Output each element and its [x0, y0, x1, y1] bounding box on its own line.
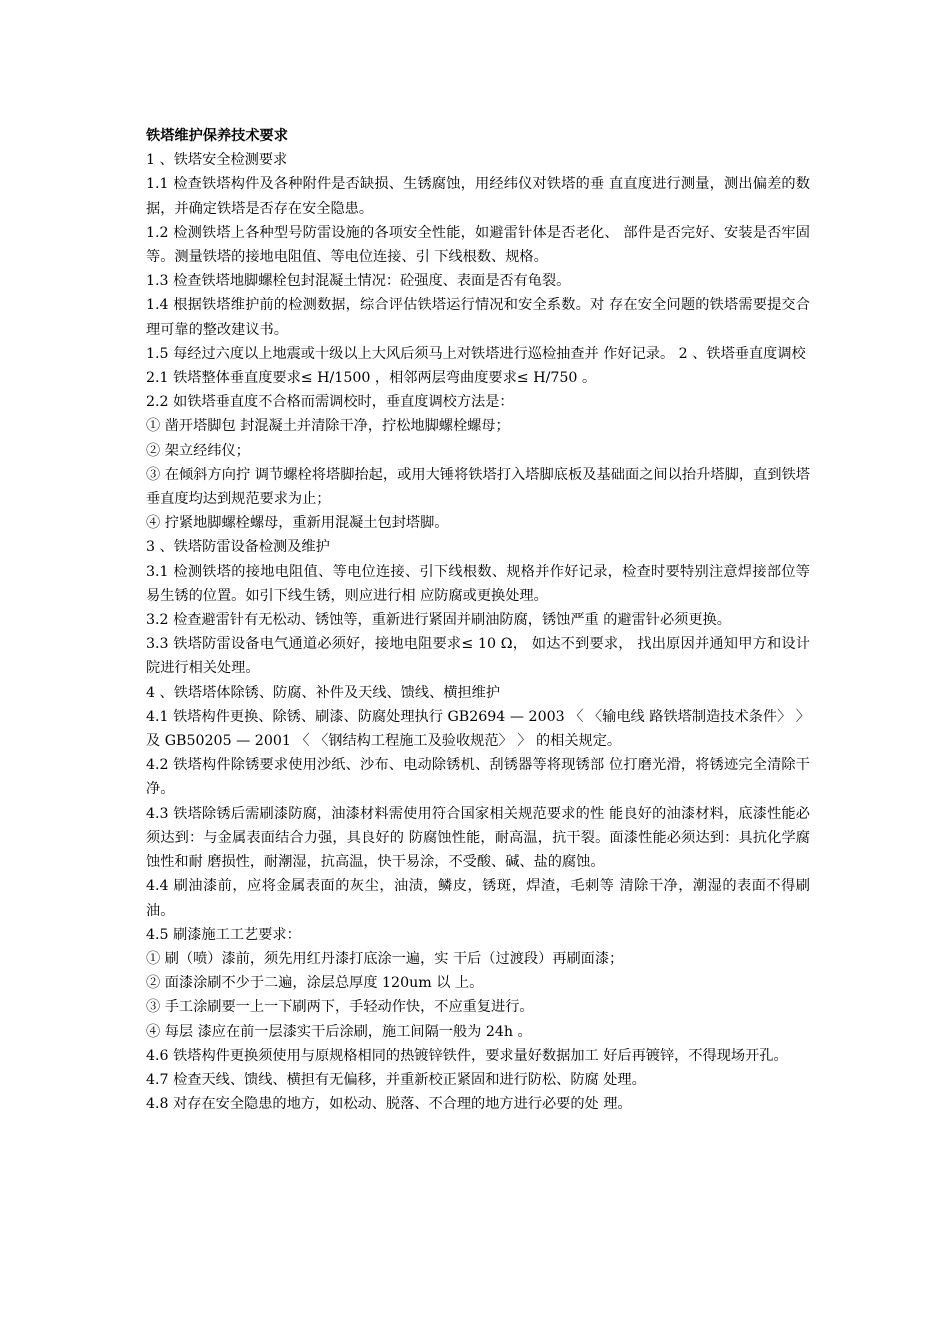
section-heading-1: 1 、铁塔安全检测要求 [146, 152, 288, 169]
section-heading-4: 4 、铁塔塔体除锈、防腐、补件及天线、馈线、横担维护 [146, 684, 501, 701]
paragraph-3-3: 3.3 铁塔防雷设备电气通道必须好，接地电阻要求≤ 10 Ω， 如达不到要求， 找出原因并通知甲方和设计院进行相关处理。 [146, 636, 810, 677]
paragraph-2-1: 2.1 铁塔整体垂直度要求≤ H/1500 ，相邻两层弯曲度要求≤ H/750 。 [146, 370, 597, 387]
paragraph-1-4: 1.4 根据铁塔维护前的检测数据，综合评估铁塔运行情况和安全系数。对 存在安全问题的铁塔需要提交合理可靠的整改建议书。 [146, 297, 810, 338]
list-item-2-2-2: ② 架立经纬仪； [146, 442, 250, 459]
paragraph-4-4: 4.4 刷油漆前，应将金属表面的灰尘，油渍，鳞皮，锈斑，焊渣，毛刺等 清除干净，潮湿的表面不得刷油。 [146, 878, 810, 919]
paragraph-4-8: 4.8 对存在安全隐患的地方，如松动、脱落、不合理的地方进行必要的处 理。 [146, 1096, 632, 1113]
list-item-2-2-3: ③ 在倾斜方向拧 调节螺栓将塔脚抬起，或用大锤将铁塔打入塔脚底板及基础面之间以抬升塔脚，直到铁塔垂直度均达到规范要求为止； [146, 466, 810, 508]
paragraph-4-6: 4.6 铁塔构件更换须使用与原规格相同的热镀锌铁件，要求量好数据加工 好后再镀锌，不得现场开孔。 [146, 1047, 788, 1064]
list-item-4-5-1: ① 刷（喷）漆前，须先用红丹漆打底涂一遍，实 干后（过渡段）再刷面漆； [146, 950, 624, 967]
paragraph-1-1: 1.1 检查铁塔构件及各种附件是否缺损、生锈腐蚀，用经纬仪对铁塔的垂 直直度进行测量，测出偏差的数据，并确定铁塔是否存在安全隐患。 [146, 176, 810, 217]
document-title: 铁塔维护保养技术要求 [146, 128, 288, 144]
paragraph-3-1: 3.1 检测铁塔的接地电阻值、等电位连接、引下线根数、规格并作好记录，检查时要特别注意焊接部位等易生锈的位置。如引下线生锈，则应进行相 应防腐或更换处理。 [146, 563, 810, 604]
paragraph-1-2: 1.2 检测铁塔上各种型号防雷设施的各项安全性能，如避雷针体是否老化、 部件是否完好、安装是否牢固等。测量铁塔的接地电阻值、等电位连接、引 下线根数、规格。 [146, 224, 810, 266]
paragraph-2-2: 2.2 如铁塔垂直度不合格而需调校时，垂直度调校方法是： [146, 394, 514, 411]
section-heading-3: 3 、铁塔防雷设备检测及维护 [146, 539, 330, 556]
paragraph-4-7: 4.7 检查天线、馈线、横担有无偏移，并重新校正紧固和进行防松、防腐 处理。 [146, 1071, 646, 1088]
paragraph-4-2: 4.2 铁塔构件除锈要求使用沙纸、沙布、电动除锈机、刮锈器等将现锈部 位打磨光滑，将锈迹完全清除干净。 [146, 757, 810, 798]
paragraph-4-3: 4.3 铁塔除锈后需刷漆防腐，油漆材料需使用符合国家相关规范要求的性 能良好的油漆材料，底漆性能必须达到：与金属表面结合力强，具良好的 防腐蚀性能，耐高温，抗干裂。面漆性能必须达到：具抗化学腐蚀性和耐 磨损性，耐潮湿，抗高温，快干易涂，不受酸、碱、盐的腐蚀。 [146, 805, 810, 871]
list-item-4-5-3: ③ 手工涂刷要一上一下刷两下，手轻动作快，不应重复进行。 [146, 999, 534, 1016]
list-item-4-5-4: ④ 每层 漆应在前一层漆实干后涂刷，施工间隔一般为 24h 。 [146, 1023, 532, 1040]
document-page [146, 124, 810, 1116]
list-item-4-5-2: ② 面漆涂刷不少于二遍，涂层总厚度 120um 以 上。 [146, 975, 484, 992]
paragraph-3-2: 3.2 检查避雷针有无松动、锈蚀等，重新进行紧固并刷油防腐，锈蚀严重 的避雷针必须更换。 [146, 612, 731, 629]
paragraph-1-5: 1.5 每经过六度以上地震或十级以上大风后须马上对铁塔进行巡检抽查并 作好记录。 2 、铁塔垂直度调校 [146, 345, 806, 362]
paragraph-4-5: 4.5 刷漆施工工艺要求： [146, 926, 301, 943]
list-item-2-2-4: ④ 拧紧地脚螺栓螺母，重新用混凝土包封塔脚。 [146, 515, 449, 532]
paragraph-1-3: 1.3 检查铁塔地脚螺栓包封混凝土情况：砼强度、表面是否有龟裂。 [146, 273, 571, 290]
list-item-2-2-1: ① 凿开塔脚包 封混凝土并清除干净，拧松地脚螺栓螺母； [146, 418, 510, 435]
paragraph-4-1: 4.1 铁塔构件更换、除锈、刷漆、防腐处理执行 GB2694 — 2003 〈 〈输电线 路铁塔制造技术条件〉 〉 及 GB50205 — 2001 〈 〈钢结构工程施工及验收规范〉 〉 的相关规定。 [146, 708, 810, 750]
